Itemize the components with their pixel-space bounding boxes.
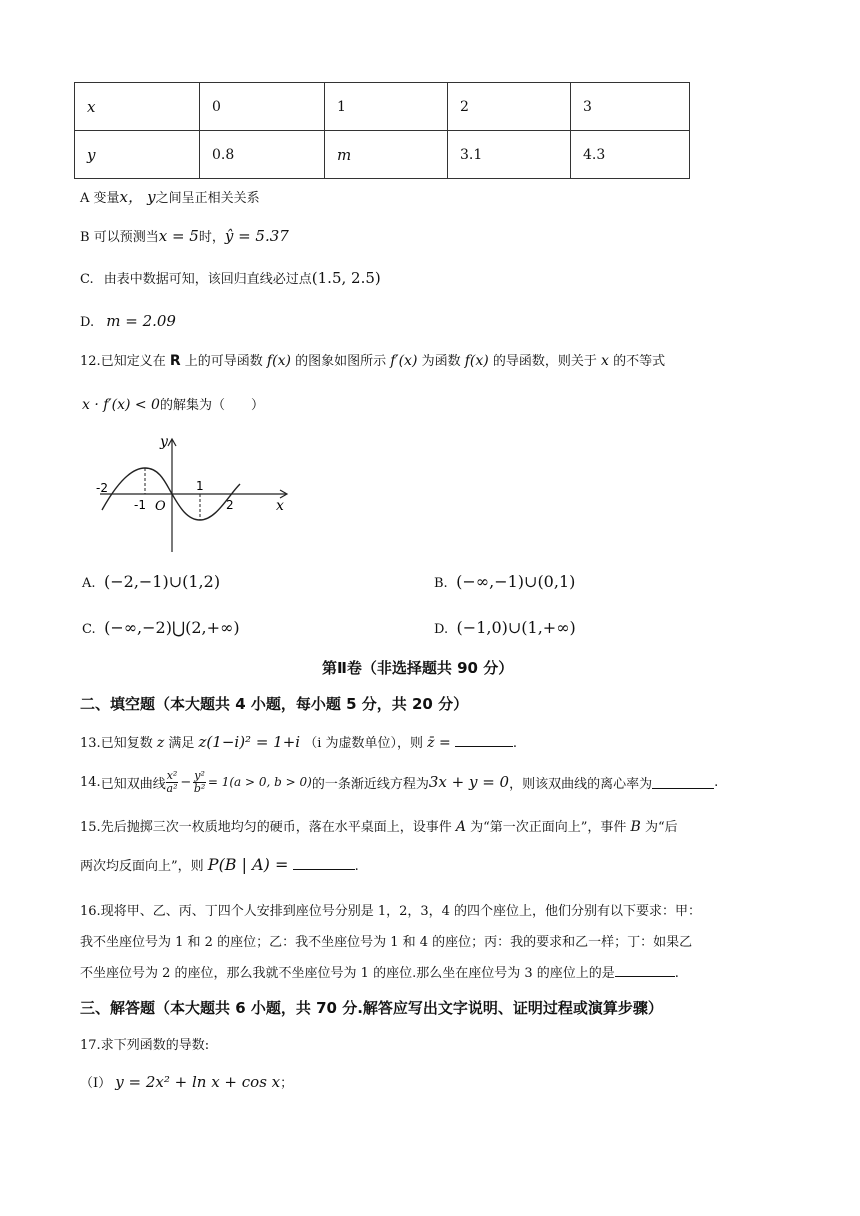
question-text: 满足 — [168, 736, 195, 751]
math-var: A — [455, 819, 466, 835]
question-text: 两次均反面向上”，则 — [80, 859, 204, 874]
fraction-denominator: b² — [193, 781, 206, 795]
table-cell: 0.8 — [200, 131, 325, 179]
math-expr: f(x) — [266, 353, 291, 369]
q15-line2 — [80, 855, 359, 874]
question-text: 为“第一次正面向上”，事件 — [470, 820, 627, 835]
question-text: 的解集为（ ） — [159, 398, 264, 413]
q11-option-c — [80, 268, 381, 287]
math-var: B — [630, 819, 641, 835]
table-cell: 4.3 — [571, 131, 690, 179]
question-text: 不坐座位号为 2 的座位，那么我就不坐座位号为 1 的座位.那么坐在座位号为 3 的座位上的是 — [80, 966, 615, 981]
y-axis-label: y — [160, 434, 168, 450]
punctuation: . — [354, 859, 359, 874]
math-expr: z(1−i)² = 1+i — [198, 733, 301, 751]
math-expr: (1.5, 2.5) — [311, 269, 381, 287]
table-cell: 1 — [325, 83, 448, 131]
option-label: C. — [82, 622, 96, 637]
option-text: 时， — [198, 230, 225, 245]
math-expr: x · f′(x) < 0 — [82, 397, 160, 413]
question-text: 的导函数，则关于 — [492, 354, 597, 369]
option-label: A. — [82, 576, 96, 591]
part-title: 第Ⅱ卷（非选择题共 90 分） — [322, 659, 514, 677]
fraction — [193, 770, 206, 795]
math-expr: (−∞,−2)⋃(2,+∞) — [104, 618, 240, 637]
math-expr: = 1(a > 0, b > 0) — [207, 775, 312, 789]
x-axis-label: x — [276, 498, 284, 514]
table-row — [75, 83, 690, 131]
table-cell: x — [75, 83, 200, 131]
question-number: 17. — [80, 1038, 101, 1053]
q17 — [80, 1034, 209, 1053]
math-expr: m = 2.09 — [106, 312, 176, 330]
origin-label: O — [155, 499, 166, 514]
fraction — [166, 770, 179, 795]
math-expr: y = 2x² + ln x + cos x — [115, 1073, 281, 1091]
math-expr: P(B | A) = — [207, 855, 289, 874]
question-text: 的不等式 — [613, 354, 666, 369]
question-number: 13. — [80, 736, 101, 751]
math-expr: (−∞,−1)∪(0,1) — [456, 572, 576, 591]
punctuation: . — [674, 966, 679, 981]
section-title: 三、解答题（本大题共 6 小题，共 70 分.解答应写出文字说明、证明过程或演算步骤） — [80, 999, 663, 1017]
question-number: 12. — [80, 354, 101, 369]
table-cell: 0 — [200, 83, 325, 131]
q11-option-a — [80, 186, 260, 207]
question-text: 上的可导函数 — [184, 354, 263, 369]
question-text: 的图象如图所示 — [295, 354, 387, 369]
answer-blank[interactable] — [652, 776, 714, 789]
math-expr: z̄ = — [427, 735, 451, 751]
answer-blank[interactable] — [293, 857, 355, 870]
q12-option-d — [434, 618, 576, 637]
question-text: 为函数 — [421, 354, 461, 369]
tick-label: 1 — [196, 479, 204, 493]
math-var: z — [156, 735, 165, 751]
q16-line2 — [80, 931, 692, 950]
question-number: 16. — [80, 904, 101, 919]
question-text: （i 为虚数单位），则 — [304, 736, 424, 751]
tick-label: -2 — [96, 481, 108, 495]
math-expr: 3x + y = 0 — [428, 773, 510, 791]
option-label: C. — [80, 272, 94, 287]
operator: − — [180, 774, 192, 790]
math-expr: x = 5 — [158, 227, 199, 245]
math-set: R — [169, 353, 181, 369]
question-text: 我不坐座位号为 1 和 2 的座位；乙：我不坐座位号为 1 和 4 的座位；丙：我的要求和乙一样；丁：如果乙 — [80, 935, 693, 950]
option-label: B. — [434, 576, 448, 591]
option-label: B — [80, 230, 90, 245]
table-row — [75, 131, 690, 179]
table-cell: 3.1 — [448, 131, 571, 179]
fraction-denominator: a² — [166, 781, 178, 795]
math-expr: f(x) — [464, 353, 489, 369]
q17-part1 — [80, 1072, 293, 1091]
option-label: A — [80, 191, 90, 206]
table-cell: 2 — [448, 83, 571, 131]
answer-blank[interactable] — [455, 734, 513, 747]
punctuation: . — [714, 774, 719, 790]
table-cell: m — [325, 131, 448, 179]
punctuation: ； — [280, 1076, 294, 1091]
q11-option-d — [80, 312, 176, 330]
math-var: x， — [119, 188, 144, 206]
fraction-numerator: y² — [194, 768, 205, 782]
question-text: 已知双曲线 — [100, 776, 166, 792]
part-label: （Ⅰ） — [80, 1076, 112, 1091]
option-text: 可以预测当 — [93, 230, 159, 245]
question-number: 15. — [80, 820, 101, 835]
math-expr: (−2,−1)∪(1,2) — [103, 572, 221, 591]
q12-option-c — [82, 618, 240, 637]
punctuation: . — [512, 736, 517, 751]
q12-line2 — [82, 394, 264, 413]
table-cell: y — [75, 131, 200, 179]
question-text: 现将甲、乙、丙、丁四个人安排到座位号分别是 1，2，3，4 的四个座位上，他们分别有以下要求：甲： — [100, 904, 702, 919]
question-text: 已知定义在 — [100, 354, 166, 369]
question-text: 的一条渐近线方程为 — [311, 776, 429, 792]
table-cell: 3 — [571, 83, 690, 131]
question-text: 求下列函数的导数: — [100, 1038, 210, 1053]
q14 — [80, 764, 718, 800]
option-text: 由表中数据可知，该回归直线必过点 — [103, 272, 312, 287]
data-table — [74, 82, 690, 179]
q12-option-a — [82, 572, 220, 591]
q11-option-b — [80, 226, 289, 245]
question-text: 先后抛掷三次一枚质地均匀的硬币，落在水平桌面上，设事件 — [100, 820, 452, 835]
answer-blank[interactable] — [615, 964, 675, 977]
fraction-numerator: x² — [166, 768, 178, 782]
tick-label: -1 — [134, 498, 146, 512]
option-text: 变量 — [93, 191, 120, 206]
q12-line1 — [80, 350, 665, 369]
question-text: 为“后 — [644, 820, 678, 835]
q13 — [80, 732, 517, 751]
math-expr: (−1,0)∪(1,+∞) — [456, 618, 576, 637]
q15-line1 — [80, 816, 678, 835]
q16-line1 — [80, 900, 701, 919]
section-title: 二、填空题（本大题共 4 小题，每小题 5 分，共 20 分） — [80, 695, 469, 713]
tick-label: 2 — [226, 498, 234, 512]
math-var: y — [147, 188, 156, 206]
question-number: 14. — [80, 774, 101, 790]
question-text: ，则该双曲线的离心率为 — [509, 776, 653, 792]
math-expr: f′(x) — [390, 353, 418, 369]
q16-line3 — [80, 962, 679, 981]
option-label: D. — [80, 315, 95, 330]
math-var: x — [601, 353, 609, 369]
q12-option-b — [434, 572, 575, 591]
option-label: D. — [434, 622, 449, 637]
function-graph — [90, 432, 300, 558]
question-text: 已知复数 — [100, 736, 153, 751]
option-text: 之间呈正相关关系 — [155, 191, 260, 206]
math-expr: ŷ = 5.37 — [224, 227, 289, 245]
